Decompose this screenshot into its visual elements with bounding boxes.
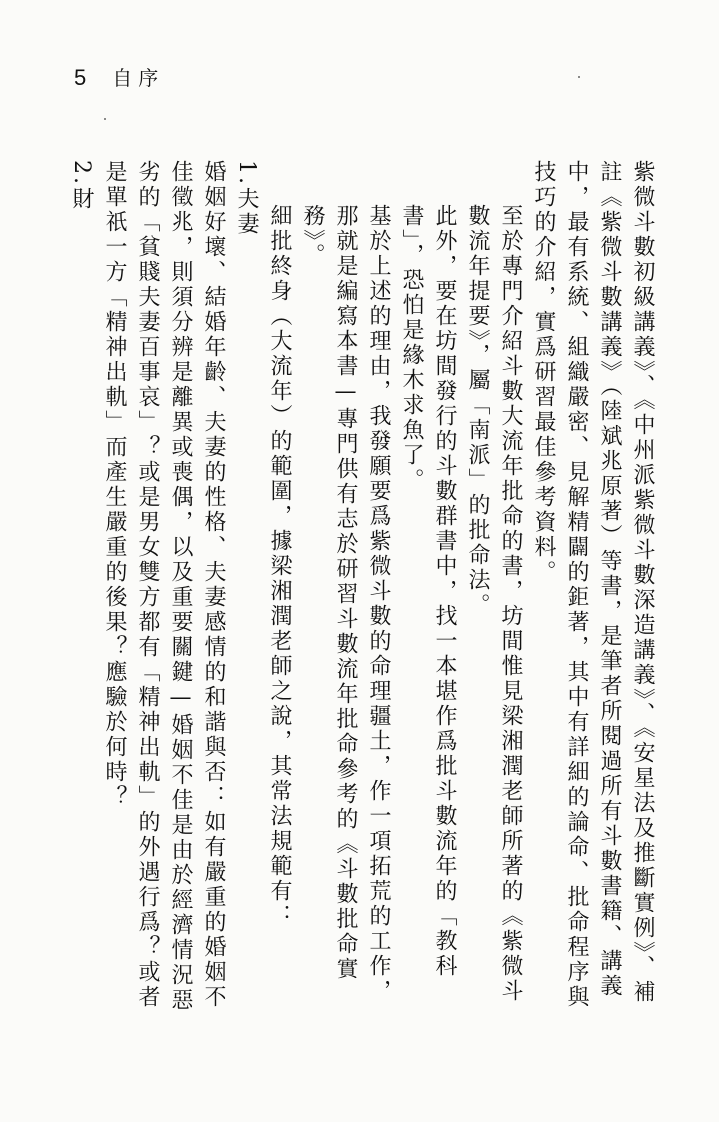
page-header bbox=[74, 62, 164, 91]
paragraph: 細批終身（大流年）的範圍，據梁湘潤老師之說，其常法規範有： bbox=[267, 204, 292, 929]
scan-speck bbox=[578, 76, 580, 78]
section-number: 2. bbox=[69, 160, 94, 187]
section-heading bbox=[230, 160, 263, 1020]
page-number: 5 bbox=[74, 65, 87, 90]
paragraph: 至於專門介紹斗數大流年批命的書，坊間惟見梁湘潤老師所著的《紫微斗數流年提要》，屬「南派」的批命法。 bbox=[465, 204, 523, 1004]
paragraph: 基於上述的理由，我發願要爲紫微斗數的命理疆土，作一項拓荒的工作，那就是編寫本書—專門供有志於研習斗數流年批命參考的《斗數批命實務》。 bbox=[300, 204, 391, 1004]
section-number: 1. bbox=[234, 160, 259, 187]
body-text bbox=[60, 160, 659, 1020]
running-title: 自序 bbox=[112, 66, 165, 90]
section-title: 財 bbox=[69, 187, 94, 212]
section-heading bbox=[65, 160, 98, 1020]
section-text: 婚姻好壞、結婚年齡、夫妻的性格、夫妻感情的和諧與否：如有嚴重的婚姻不佳徵兆，則須分辨是離異或喪偶，以及重要關鍵—婚姻不佳是由於經濟情況惡劣的「貧賤夫妻百事哀」？或是男女雙方都有「精神出軌」的外遇行爲？或者是單祇一方「精神出軌」而產生嚴重的後果？應驗於何時？ bbox=[102, 160, 226, 1013]
scan-speck bbox=[104, 118, 106, 120]
paragraph: 紫微斗數初級講義》、《中州派紫微斗數深造講義》、《安星法及推斷實例》、補註《紫微斗數講義》（陸斌兆原著）等書，是筆者所閱過所有斗數書籍、講義中，最有系統、組織嚴密、見解精闢的鉅著，其中有詳細的論命、批命程序與技巧的介紹，實爲研習最佳參考資料。 bbox=[531, 160, 655, 1010]
section-title: 夫妻 bbox=[234, 187, 259, 237]
paragraph: 此外，要在坊間發行的斗數群書中，找一本堪作爲批斗數流年的「教科書」，恐怕是緣木求魚了。 bbox=[399, 204, 457, 979]
